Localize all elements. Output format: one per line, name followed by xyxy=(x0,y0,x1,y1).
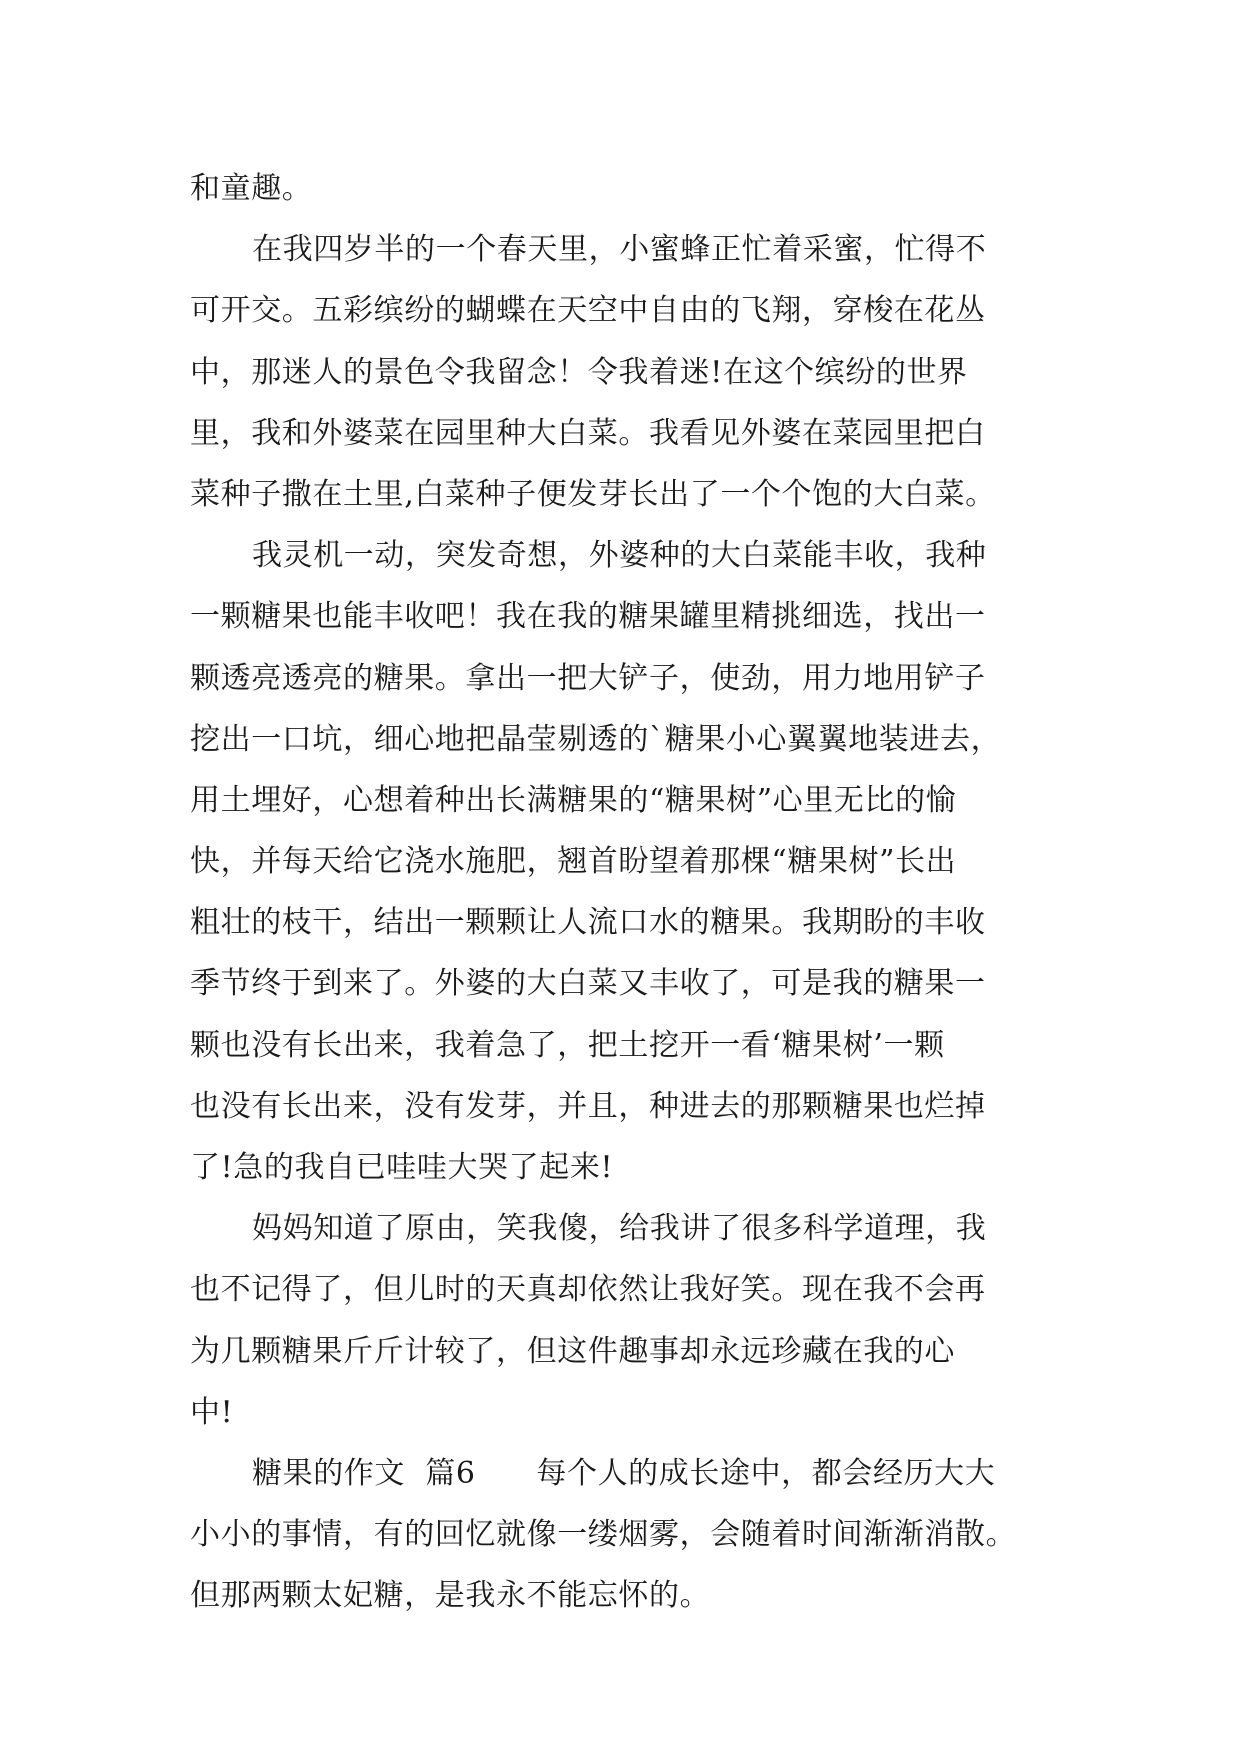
text-line: 用土埋好，心想着种出长满糖果的“糖果树”心里无比的愉 xyxy=(190,782,957,818)
text-line: 但那两颗太妃糖，是我永不能忘怀的。 xyxy=(190,1578,711,1614)
text-line: 我灵机一动，突发奇想，外婆种的大白菜能丰收，我种 xyxy=(252,538,987,574)
text-line: 糖果的作文 篇6 每个人的成长途中，都会经历大大 xyxy=(252,1455,996,1491)
text-line: 也没有长出来，没有发芽，并且，种进去的那颗糖果也烂掉 xyxy=(190,1088,986,1124)
text-line: 为几颗糖果斤斤计较了，但这件趣事却永远珍藏在我的心 xyxy=(190,1333,955,1369)
text-line: 菜种子撒在土里,白菜种子便发芽长出了一个个饱的大白菜。 xyxy=(190,476,996,512)
text-line: 小小的事情，有的回忆就像一缕烟雾，会随着时间渐渐消散。 xyxy=(190,1517,1017,1553)
text-line: 颗透亮透亮的糖果。拿出一把大铲子，使劲，用力地用铲子 xyxy=(190,660,986,696)
text-line: 和童趣。 xyxy=(190,171,313,206)
text-line: 也不记得了，但儿时的天真却依然让我好笑。现在我不会再 xyxy=(190,1272,986,1308)
text-line: 了!急的我自已哇哇大哭了起来! xyxy=(190,1150,614,1185)
text-line: 可开交。五彩缤纷的蝴蝶在天空中自由的飞翔，穿梭在花丛 xyxy=(190,293,986,329)
text-line: 里，我和外婆菜在园里种大白菜。我看见外婆在菜园里把白 xyxy=(190,415,986,451)
text-line: 妈妈知道了原由，笑我傻，给我讲了很多科学道理，我 xyxy=(252,1211,987,1247)
body-text xyxy=(190,158,1058,1627)
text-line: 季节终于到来了。外婆的大白菜又丰收了，可是我的糖果一 xyxy=(190,966,986,1002)
text-line: 中，那迷人的景色令我留念！令我着迷!在这个缤纷的世界 xyxy=(190,354,968,390)
text-line: 中! xyxy=(190,1394,234,1430)
text-line: 颗也没有长出来，我着急了，把土挖开一看‘糖果树’一颗 xyxy=(190,1027,945,1063)
text-line: 在我四岁半的一个春天里，小蜜蜂正忙着采蜜，忙得不 xyxy=(252,232,987,268)
text-line: 粗壮的枝干，结出一颗颗让人流口水的糖果。我期盼的丰收 xyxy=(190,905,986,941)
text-line: 一颗糖果也能丰收吧！我在我的糖果罐里精挑细选，找出一 xyxy=(190,599,986,635)
text-line: 快，并每天给它浇水施肥，翘首盼望着那棵“糖果树”长出 xyxy=(190,844,957,880)
text-line: 挖出一口坑，细心地把晶莹剔透的`糖果小心翼翼地装进去， xyxy=(190,721,1002,757)
